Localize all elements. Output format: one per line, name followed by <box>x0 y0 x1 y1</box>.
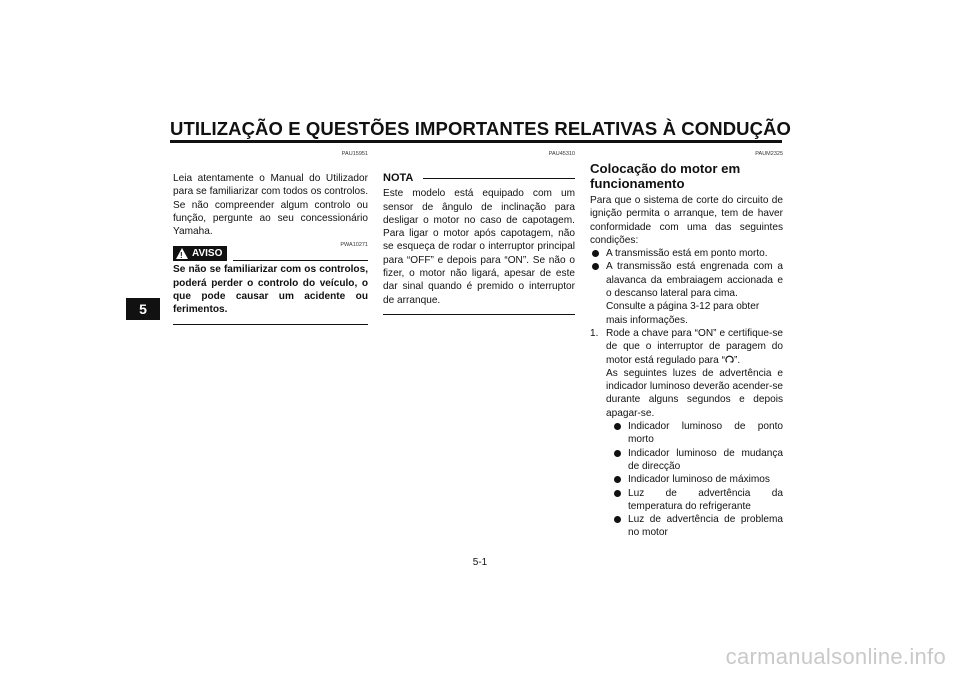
list-item: Indicador luminoso de ponto morto <box>612 420 783 447</box>
warning-rule <box>233 260 368 261</box>
condition-list <box>590 247 783 300</box>
section-title: Colocação do motor em funcionamento <box>590 161 741 191</box>
note-label: NOTA <box>383 172 414 184</box>
page-title: UTILIZAÇÃO E QUESTÕES IMPORTANTES RELATIVAS À CONDUÇÃO <box>170 118 792 139</box>
steps-list <box>590 327 783 540</box>
page-number: 5-1 <box>472 557 488 568</box>
section-intro: Para que o sistema de corte do circuito de ignição permita o arranque, tem de haver conformidade com uma das seguintes condições: <box>590 195 783 246</box>
step-item <box>590 327 783 540</box>
title-rule <box>170 140 782 143</box>
step-more: As seguintes luzes de advertência e indicador luminoso deverão acender-se durante alguns segundos e depois apagar-se. <box>606 367 783 419</box>
list-item: Indicador luminoso de máximos <box>612 473 783 486</box>
note-rule <box>423 178 575 179</box>
warning-badge <box>173 246 227 261</box>
warning-triangle-icon: ! <box>176 248 188 259</box>
list-item: A transmissão está engrenada com a alavanca da embraiagem accionada e o descanso lateral para cima. <box>590 260 783 300</box>
step-text-a: Rode a chave para “ON” e certifique-se de que o interruptor de paragem do motor está regulado para “ <box>606 327 783 366</box>
ref-code: PAU15951 <box>341 151 368 157</box>
note-bottom-rule <box>383 314 575 315</box>
warning-text: Se não se familiarizar com os controlos, poderá perder o controlo do veículo, o que pode causar um acidente ou ferimentos. <box>173 264 368 316</box>
ref-code: PAUM2325 <box>755 151 783 157</box>
note-header <box>383 172 575 185</box>
engine-stop-run-icon <box>725 355 734 364</box>
column-2 <box>383 150 575 315</box>
note-text: Este modelo está equipado com um sensor de ângulo de inclinação para desligar o motor no caso de capotagem. Para ligar o motor após capotagem, não se esqueça de rodar o interruptor principal para “OFF” e depois para “ON”. Se não o fizer, o motor não ligará, apesar de este dar sinal quando é premido o interruptor de arranque. <box>383 188 575 306</box>
warning-ref-code: PWA10271 <box>340 242 368 249</box>
bullet-note: Consulte a página 3-12 para obter mais informações. <box>606 301 760 326</box>
list-item: Luz de advertência da temperatura do refrigerante <box>612 487 783 514</box>
warning-label: AVISO <box>192 248 223 260</box>
list-item: Indicador luminoso de mudança de direcção <box>612 447 783 474</box>
watermark: carmanualsonline.info <box>725 644 946 669</box>
chapter-tab: 5 <box>126 298 160 320</box>
list-item: Luz de advertência de problema no motor <box>612 513 783 540</box>
step-text-b: ”. <box>733 354 741 366</box>
column-3 <box>590 150 783 540</box>
intro-paragraph: Leia atentamente o Manual do Utilizador para se familiarizar com todos os controlos. Se não compreender algum controlo ou função, pergunte ao seu concessionário Yamaha. <box>173 173 368 238</box>
column-1 <box>173 150 368 325</box>
warning-bottom-rule <box>173 324 368 325</box>
ref-code: PAU45310 <box>548 151 575 157</box>
list-item: A transmissão está em ponto morto. <box>590 247 783 260</box>
lights-list <box>612 420 783 540</box>
step-number: 1. <box>590 327 599 339</box>
